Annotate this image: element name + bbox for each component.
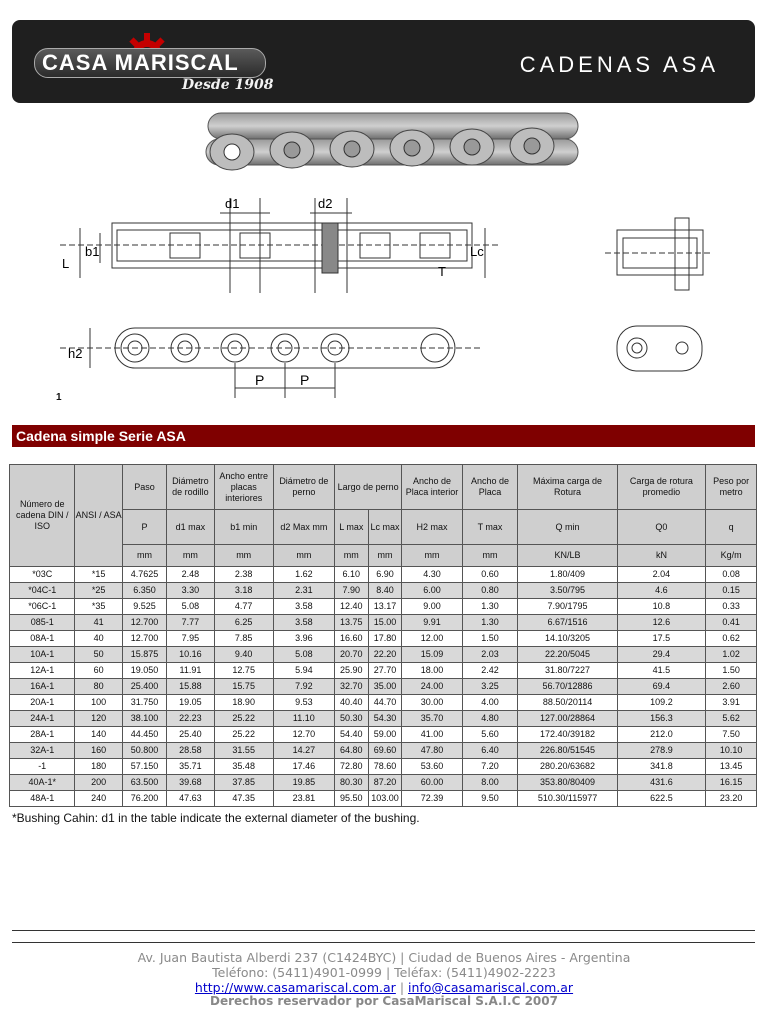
table-cell: 0.33: [706, 599, 757, 615]
table-cell: 12.700: [122, 631, 166, 647]
table-cell: 9.50: [462, 791, 518, 807]
table-cell: 24A-1: [10, 711, 75, 727]
table-cell: 2.03: [462, 647, 518, 663]
table-row: [10, 711, 757, 727]
table-cell: 431.6: [617, 775, 706, 791]
table-cell: 1.62: [273, 567, 334, 583]
table-cell: 25.90: [334, 663, 368, 679]
table-cell: 18.00: [402, 663, 462, 679]
label-d2: d2: [318, 196, 333, 211]
table-cell: 44.70: [368, 695, 402, 711]
table-cell: 085-1: [10, 615, 75, 631]
table-cell: 9.525: [122, 599, 166, 615]
table-cell: 127.00/28864: [518, 711, 617, 727]
table-cell: 50: [75, 647, 122, 663]
table-cell: 48A-1: [10, 791, 75, 807]
table-cell: 3.91: [706, 695, 757, 711]
brand-name: CASA MARISCAL: [42, 50, 239, 75]
table-cell: 23.81: [273, 791, 334, 807]
table-cell: 25.22: [214, 711, 273, 727]
table-cell: 50.800: [122, 743, 166, 759]
table-cell: 9.40: [214, 647, 273, 663]
label-P: P: [255, 372, 265, 388]
table-cell: *06C-1: [10, 599, 75, 615]
table-cell: 12A-1: [10, 663, 75, 679]
table-cell: 280.20/63682: [518, 759, 617, 775]
unit-cell: mm: [334, 545, 368, 567]
table-cell: 35.48: [214, 759, 273, 775]
website-link[interactable]: http://www.casamariscal.com.ar: [194, 980, 396, 995]
table-cell: 14.10/3205: [518, 631, 617, 647]
drawing-mark: 1: [56, 392, 62, 403]
table-cell: *03C: [10, 567, 75, 583]
table-cell: 35.00: [368, 679, 402, 695]
table-cell: 37.85: [214, 775, 273, 791]
table-cell: 41.5: [617, 663, 706, 679]
table-cell: 19.85: [273, 775, 334, 791]
table-cell: 64.80: [334, 743, 368, 759]
table-cell: 8.40: [368, 583, 402, 599]
table-cell: 56.70/12886: [518, 679, 617, 695]
table-cell: 9.53: [273, 695, 334, 711]
table-cell: 103.00: [368, 791, 402, 807]
table-cell: 3.18: [214, 583, 273, 599]
table-cell: 40.40: [334, 695, 368, 711]
footer-rights: Derechos reservador por CasaMariscal S.A.I.C 2007: [210, 994, 558, 1008]
table-cell: 15.88: [167, 679, 214, 695]
table-cell: 226.80/51545: [518, 743, 617, 759]
table-cell: 20A-1: [10, 695, 75, 711]
table-body: [10, 567, 757, 807]
table-cell: 120: [75, 711, 122, 727]
label-T: T: [438, 264, 446, 279]
table-cell: 69.4: [617, 679, 706, 695]
unit-cell: Kg/m: [706, 545, 757, 567]
table-cell: 7.90: [334, 583, 368, 599]
header-ancho-placa: Ancho de Placa: [462, 465, 518, 510]
table-cell: 25.40: [167, 727, 214, 743]
header-ancho-placas: Ancho entre placas interiores: [214, 465, 273, 510]
table-cell: 100: [75, 695, 122, 711]
table-cell: 17.46: [273, 759, 334, 775]
table-cell: 18.90: [214, 695, 273, 711]
table-cell: 19.05: [167, 695, 214, 711]
table-cell: 7.85: [214, 631, 273, 647]
table-cell: 8.00: [462, 775, 518, 791]
table-cell: 9.00: [402, 599, 462, 615]
symbol-b1: b1 min: [214, 510, 273, 545]
footnote: *Bushing Cahin: d1 in the table indicate the external diameter of the bushing.: [12, 811, 420, 825]
table-cell: 7.90/1795: [518, 599, 617, 615]
table-cell: 25.400: [122, 679, 166, 695]
table-cell: 11.10: [273, 711, 334, 727]
table-cell: 47.63: [167, 791, 214, 807]
table-cell: 15.875: [122, 647, 166, 663]
table-cell: 15.09: [402, 647, 462, 663]
header-diam-rodillo: Diámetro de rodillo: [167, 465, 214, 510]
table-cell: 4.30: [402, 567, 462, 583]
table-row: [10, 663, 757, 679]
table-cell: 35.70: [402, 711, 462, 727]
table-cell: 13.17: [368, 599, 402, 615]
table-cell: *25: [75, 583, 122, 599]
table-cell: 3.25: [462, 679, 518, 695]
table-cell: 60.00: [402, 775, 462, 791]
table-cell: 5.08: [167, 599, 214, 615]
table-cell: 6.90: [368, 567, 402, 583]
table-row: [10, 647, 757, 663]
label-L: L: [62, 256, 70, 271]
table-cell: 3.96: [273, 631, 334, 647]
table-cell: 10.10: [706, 743, 757, 759]
table-cell: 510.30/115977: [518, 791, 617, 807]
technical-drawing-side: [60, 318, 480, 408]
table-cell: 10.16: [167, 647, 214, 663]
table-cell: 1.30: [462, 599, 518, 615]
table-cell: 6.40: [462, 743, 518, 759]
table-cell: 7.20: [462, 759, 518, 775]
chain-spec-table: [9, 464, 757, 807]
table-cell: 60: [75, 663, 122, 679]
unit-cell: mm: [402, 545, 462, 567]
table-cell: 27.70: [368, 663, 402, 679]
table-cell: 6.67/1516: [518, 615, 617, 631]
table-cell: 622.5: [617, 791, 706, 807]
label-d1: d1: [225, 196, 240, 211]
table-cell: 0.80: [462, 583, 518, 599]
page-title: CADENAS ASA: [519, 52, 719, 77]
table-cell: 13.75: [334, 615, 368, 631]
table-cell: 200: [75, 775, 122, 791]
symbol-H2: H2 max: [402, 510, 462, 545]
unit-cell: KN/LB: [518, 545, 617, 567]
header-carga-max: Máxima carga de Rotura: [518, 465, 617, 510]
symbol-paso: P: [122, 510, 166, 545]
table-cell: 78.60: [368, 759, 402, 775]
table-cell: 54.40: [334, 727, 368, 743]
table-cell: 5.94: [273, 663, 334, 679]
footer-address: Av. Juan Bautista Alberdi 237 (C1424BYC) | Ciudad de Buenos Aires - Argentina: [137, 950, 631, 965]
table-cell: 2.48: [167, 567, 214, 583]
symbol-d1: d1 max: [167, 510, 214, 545]
table-cell: 12.700: [122, 615, 166, 631]
table-cell: 5.08: [273, 647, 334, 663]
table-cell: 44.450: [122, 727, 166, 743]
table-cell: 31.750: [122, 695, 166, 711]
header-ansi: ANSI / ASA: [75, 465, 122, 567]
table-row: [10, 759, 757, 775]
table-cell: 4.6: [617, 583, 706, 599]
table-cell: 5.60: [462, 727, 518, 743]
table-cell: 5.62: [706, 711, 757, 727]
table-cell: 2.42: [462, 663, 518, 679]
table-cell: 0.41: [706, 615, 757, 631]
technical-drawing-end: [605, 210, 710, 295]
table-cell: -1: [10, 759, 75, 775]
unit-cell: mm: [462, 545, 518, 567]
table-cell: 23.20: [706, 791, 757, 807]
table-cell: 4.7625: [122, 567, 166, 583]
table-cell: 1.50: [462, 631, 518, 647]
unit-cell: mm: [122, 545, 166, 567]
table-cell: 80: [75, 679, 122, 695]
table-cell: 12.70: [273, 727, 334, 743]
section-title: Cadena simple Serie ASA: [12, 425, 755, 447]
table-cell: 3.58: [273, 599, 334, 615]
table-cell: 4.77: [214, 599, 273, 615]
table-cell: 15.00: [368, 615, 402, 631]
table-cell: 11.91: [167, 663, 214, 679]
table-row: [10, 743, 757, 759]
header-largo-perno: Largo de perno: [334, 465, 402, 510]
label-P-2: P: [300, 372, 310, 388]
footer-divider: [12, 942, 755, 943]
table-cell: 3.30: [167, 583, 214, 599]
table-row: [10, 631, 757, 647]
table-cell: 7.77: [167, 615, 214, 631]
table-cell: 88.50/20114: [518, 695, 617, 711]
technical-drawing-end-side: [612, 318, 707, 383]
table-cell: 4.80: [462, 711, 518, 727]
table-cell: 212.0: [617, 727, 706, 743]
table-cell: 40: [75, 631, 122, 647]
table-cell: 2.31: [273, 583, 334, 599]
table-cell: 10A-1: [10, 647, 75, 663]
table-cell: 24.00: [402, 679, 462, 695]
table-cell: 16.15: [706, 775, 757, 791]
table-row: [10, 679, 757, 695]
table-cell: 25.22: [214, 727, 273, 743]
table-cell: 41: [75, 615, 122, 631]
table-row: [10, 775, 757, 791]
table-cell: 12.6: [617, 615, 706, 631]
table-cell: 140: [75, 727, 122, 743]
table-row: [10, 791, 757, 807]
table-cell: 47.35: [214, 791, 273, 807]
table-cell: 17.80: [368, 631, 402, 647]
table-cell: *15: [75, 567, 122, 583]
table-cell: 0.08: [706, 567, 757, 583]
table-cell: 16A-1: [10, 679, 75, 695]
table-cell: 22.20: [368, 647, 402, 663]
footer-divider: [12, 930, 755, 931]
table-cell: 69.60: [368, 743, 402, 759]
table-cell: 12.40: [334, 599, 368, 615]
label-Lc: Lc: [470, 244, 484, 259]
table-cell: 12.75: [214, 663, 273, 679]
symbol-T: T max: [462, 510, 518, 545]
table-cell: 87.20: [368, 775, 402, 791]
table-cell: 63.500: [122, 775, 166, 791]
table-cell: 30.00: [402, 695, 462, 711]
table-cell: 95.50: [334, 791, 368, 807]
table-cell: 1.02: [706, 647, 757, 663]
table-cell: 4.00: [462, 695, 518, 711]
unit-cell: mm: [214, 545, 273, 567]
table-cell: 278.9: [617, 743, 706, 759]
table-row: [10, 727, 757, 743]
footer-phone: Teléfono: (5411)4901-0999 | Teléfax: (5411)4902-2223: [212, 965, 556, 980]
table-cell: 0.62: [706, 631, 757, 647]
symbol-Q0: Q0: [617, 510, 706, 545]
table-cell: *04C-1: [10, 583, 75, 599]
header-ancho-placa-int: Ancho de Placa interior: [402, 465, 462, 510]
table-cell: 2.04: [617, 567, 706, 583]
footer-links: [0, 980, 768, 995]
table-cell: 47.80: [402, 743, 462, 759]
unit-cell: mm: [368, 545, 402, 567]
table-cell: 57.150: [122, 759, 166, 775]
table-cell: 20.70: [334, 647, 368, 663]
table-cell: 50.30: [334, 711, 368, 727]
table-cell: 172.40/39182: [518, 727, 617, 743]
unit-cell: mm: [167, 545, 214, 567]
table-cell: 3.58: [273, 615, 334, 631]
table-cell: 3.50/795: [518, 583, 617, 599]
table-row: [10, 599, 757, 615]
table-cell: 32A-1: [10, 743, 75, 759]
table-cell: 14.27: [273, 743, 334, 759]
table-cell: 32.70: [334, 679, 368, 695]
table-cell: 38.100: [122, 711, 166, 727]
table-cell: 6.10: [334, 567, 368, 583]
header-peso: Peso por metro: [706, 465, 757, 510]
table-cell: 6.00: [402, 583, 462, 599]
table-cell: 13.45: [706, 759, 757, 775]
table-cell: 17.5: [617, 631, 706, 647]
table-cell: 28.58: [167, 743, 214, 759]
table-cell: 22.23: [167, 711, 214, 727]
table-cell: 6.350: [122, 583, 166, 599]
table-cell: 180: [75, 759, 122, 775]
header-numero: Número de cadena DIN / ISO: [10, 465, 75, 567]
table-cell: 41.00: [402, 727, 462, 743]
table-cell: 29.4: [617, 647, 706, 663]
table-cell: 19.050: [122, 663, 166, 679]
table-cell: 80.30: [334, 775, 368, 791]
table-cell: 7.92: [273, 679, 334, 695]
unit-cell: kN: [617, 545, 706, 567]
table-cell: 40A-1*: [10, 775, 75, 791]
table-cell: 72.80: [334, 759, 368, 775]
table-cell: 28A-1: [10, 727, 75, 743]
table-cell: 240: [75, 791, 122, 807]
brand-since: Desde 1908: [182, 77, 274, 93]
symbol-d2: d2 Max mm: [273, 510, 334, 545]
table-cell: 6.25: [214, 615, 273, 631]
table-cell: 15.75: [214, 679, 273, 695]
table-cell: 22.20/5045: [518, 647, 617, 663]
table-cell: 2.60: [706, 679, 757, 695]
table-cell: 16.60: [334, 631, 368, 647]
table-cell: 156.3: [617, 711, 706, 727]
table-cell: 35.71: [167, 759, 214, 775]
symbol-Q: Q min: [518, 510, 617, 545]
table-cell: 2.38: [214, 567, 273, 583]
table-row: [10, 615, 757, 631]
technical-drawing-top: [60, 188, 500, 298]
table-cell: 59.00: [368, 727, 402, 743]
table-row: [10, 567, 757, 583]
table-cell: 1.30: [462, 615, 518, 631]
header-banner: [12, 20, 755, 103]
chain-photo: [200, 105, 595, 180]
table-row: [10, 583, 757, 599]
table-cell: 9.91: [402, 615, 462, 631]
label-b1: b1: [85, 244, 100, 259]
table-cell: 31.55: [214, 743, 273, 759]
table-cell: 109.2: [617, 695, 706, 711]
email-link[interactable]: info@casamariscal.com.ar: [408, 980, 574, 995]
table-cell: 353.80/80409: [518, 775, 617, 791]
symbol-q: q: [706, 510, 757, 545]
table-cell: 12.00: [402, 631, 462, 647]
symbol-L: L max: [334, 510, 368, 545]
table-cell: 10.8: [617, 599, 706, 615]
table-cell: 7.95: [167, 631, 214, 647]
header-diam-perno: Diámetro de perno: [273, 465, 334, 510]
header-paso: Paso: [122, 465, 166, 510]
table-cell: 31.80/7227: [518, 663, 617, 679]
table-cell: 0.60: [462, 567, 518, 583]
table-cell: 76.200: [122, 791, 166, 807]
table-cell: 341.8: [617, 759, 706, 775]
link-separator: |: [399, 980, 405, 995]
table-cell: 53.60: [402, 759, 462, 775]
table-cell: 1.80/409: [518, 567, 617, 583]
unit-cell: mm: [273, 545, 334, 567]
table-cell: 7.50: [706, 727, 757, 743]
table-cell: 1.50: [706, 663, 757, 679]
table-cell: *35: [75, 599, 122, 615]
label-h2: h2: [68, 346, 83, 361]
symbol-Lc: Lc max: [368, 510, 402, 545]
table-cell: 72.39: [402, 791, 462, 807]
table-cell: 39.68: [167, 775, 214, 791]
table-row: [10, 695, 757, 711]
header-carga-prom: Carga de rotura promedio: [617, 465, 706, 510]
table-cell: 160: [75, 743, 122, 759]
table-cell: 0.15: [706, 583, 757, 599]
table-cell: 54.30: [368, 711, 402, 727]
table-cell: 08A-1: [10, 631, 75, 647]
